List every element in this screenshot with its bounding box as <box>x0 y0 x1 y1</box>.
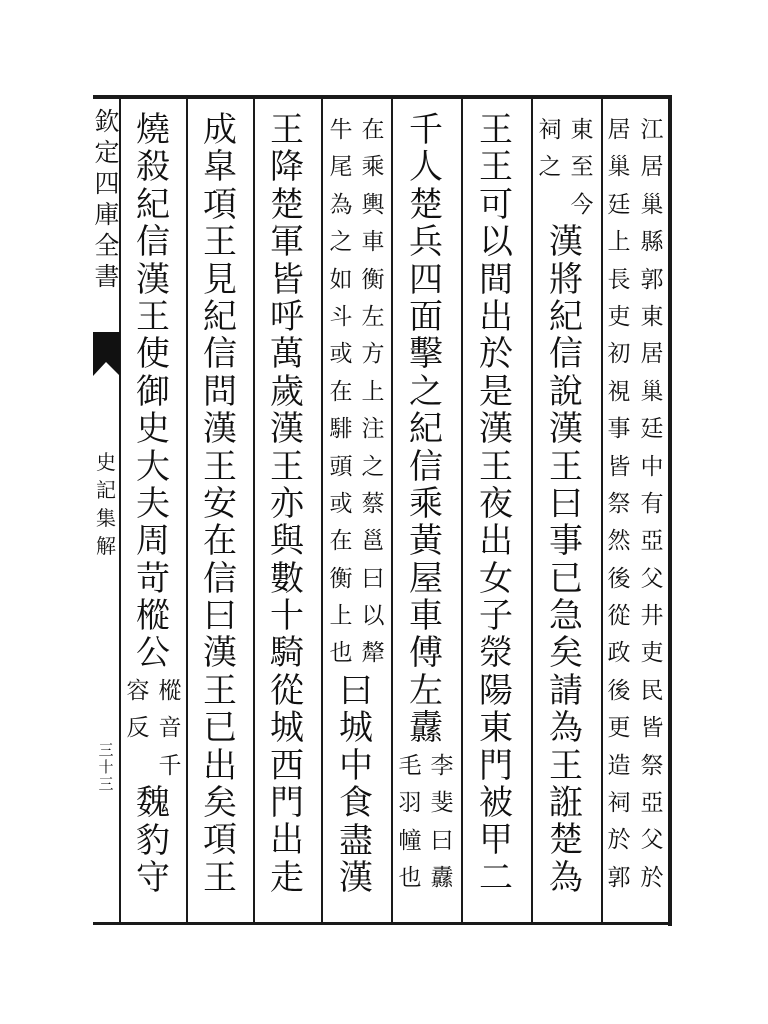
character: 請 <box>549 670 583 711</box>
character: 數 <box>270 558 304 599</box>
character: 王 <box>479 446 513 487</box>
character: 子 <box>479 596 513 637</box>
character: 纛 <box>430 864 454 891</box>
character: 盡 <box>339 820 373 861</box>
character: 視 <box>607 378 631 405</box>
character: 楚 <box>270 184 304 225</box>
character: 輿 <box>361 191 385 218</box>
main-text <box>543 224 589 897</box>
character: 事 <box>607 416 631 443</box>
character: 是 <box>479 371 513 412</box>
character: 王 <box>549 745 583 786</box>
character: 為 <box>549 857 583 898</box>
character: 亞 <box>640 790 664 817</box>
character: 滎 <box>479 633 513 674</box>
character: 縣 <box>640 229 664 256</box>
character: 面 <box>409 296 443 337</box>
character: 長 <box>607 266 631 293</box>
border-top <box>93 95 672 99</box>
character: 出 <box>270 820 304 861</box>
character: 紀 <box>409 409 443 450</box>
character: 王 <box>203 857 237 898</box>
character: 之 <box>409 371 443 412</box>
character: 廷 <box>607 191 631 218</box>
character: 左 <box>409 670 443 711</box>
character: 從 <box>270 670 304 711</box>
character: 後 <box>607 565 631 592</box>
character: 居 <box>640 341 664 368</box>
character: 在 <box>329 528 353 555</box>
character: 被 <box>479 783 513 824</box>
character: 邕 <box>361 528 385 555</box>
character: 從 <box>607 603 631 630</box>
column-rule <box>186 97 188 924</box>
character: 間 <box>479 259 513 300</box>
character: 之 <box>361 453 385 480</box>
character: 御 <box>136 371 170 412</box>
character: 在 <box>203 521 237 562</box>
character: 信 <box>409 446 443 487</box>
character: 斐 <box>430 790 454 817</box>
character: 門 <box>270 783 304 824</box>
character: 二 <box>479 857 513 898</box>
character: 李 <box>430 752 454 779</box>
character: 夜 <box>479 483 513 524</box>
character: 騑 <box>329 416 353 443</box>
character: 見 <box>203 259 237 300</box>
character: 吏 <box>607 303 631 330</box>
fish-tail-mark <box>93 332 120 376</box>
character: 或 <box>329 490 353 517</box>
character: 上 <box>329 603 353 630</box>
character: 漢 <box>479 409 513 450</box>
character: 安 <box>203 483 237 524</box>
column-rule <box>531 97 533 924</box>
character: 三 <box>98 741 114 759</box>
character: 史 <box>96 450 116 474</box>
character: 出 <box>203 745 237 786</box>
character: 萬 <box>270 334 304 375</box>
character: 祭 <box>640 752 664 779</box>
character: 政 <box>607 640 631 667</box>
character: 漢 <box>549 409 583 450</box>
character: 樅 <box>158 678 182 704</box>
character: 傅 <box>409 633 443 674</box>
character: 皆 <box>270 259 304 300</box>
character: 擊 <box>409 334 443 375</box>
character: 父 <box>640 827 664 854</box>
character: 守 <box>136 857 170 898</box>
character: 十 <box>270 596 304 637</box>
character: 千 <box>409 110 443 150</box>
character: 中 <box>640 453 664 480</box>
character: 屋 <box>409 558 443 599</box>
character: 兵 <box>409 222 443 263</box>
character: 衡 <box>361 266 385 293</box>
character: 苛 <box>136 558 170 599</box>
character: 王 <box>203 222 237 263</box>
character: 曰 <box>339 671 373 711</box>
main-text <box>130 112 176 673</box>
character: 王 <box>549 446 583 487</box>
character: 東 <box>570 117 594 143</box>
character: 信 <box>203 334 237 375</box>
character: 纛 <box>409 708 443 749</box>
character: 出 <box>479 521 513 562</box>
commentary-left <box>327 112 355 673</box>
character: 以 <box>361 603 385 630</box>
character: 信 <box>549 334 583 375</box>
character: 門 <box>479 745 513 786</box>
character: 王 <box>270 110 304 150</box>
column-rule <box>601 97 603 924</box>
main-text <box>130 785 176 897</box>
character: 郭 <box>607 864 631 891</box>
character: 車 <box>409 596 443 637</box>
character: 王 <box>270 446 304 487</box>
character: 楚 <box>409 184 443 225</box>
character: 食 <box>339 783 373 824</box>
character: 楚 <box>549 820 583 861</box>
character: 注 <box>361 416 385 443</box>
character: 十 <box>98 758 114 776</box>
character: 千 <box>158 752 182 779</box>
character: 左 <box>361 303 385 330</box>
character: 大 <box>136 446 170 487</box>
character: 漢 <box>136 259 170 300</box>
character: 城 <box>339 708 373 749</box>
character: 說 <box>549 371 583 412</box>
character: 公 <box>136 633 170 674</box>
character: 女 <box>479 558 513 599</box>
character: 亞 <box>640 528 664 555</box>
character: 曰 <box>549 483 583 524</box>
character: 也 <box>329 640 353 667</box>
character: 事 <box>549 521 583 562</box>
character: 出 <box>479 296 513 337</box>
character: 巢 <box>640 191 664 218</box>
character: 造 <box>607 752 631 779</box>
character: 城 <box>270 708 304 749</box>
commentary-right <box>156 673 184 785</box>
character: 呼 <box>270 296 304 337</box>
character: 漢 <box>339 857 373 898</box>
character: 衡 <box>329 565 353 592</box>
commentary-left <box>536 112 564 187</box>
character: 祭 <box>607 490 631 517</box>
commentary-right <box>359 112 387 673</box>
character: 以 <box>479 222 513 263</box>
character: 四 <box>94 169 120 198</box>
character: 民 <box>640 677 664 704</box>
character: 至 <box>570 154 594 181</box>
character: 今 <box>570 191 594 218</box>
character: 集 <box>96 506 116 530</box>
commentary-right <box>428 748 456 898</box>
character: 定 <box>94 138 120 167</box>
character: 反 <box>126 715 150 742</box>
character: 漢 <box>203 633 237 674</box>
character: 尾 <box>329 154 353 181</box>
character: 後 <box>607 677 631 704</box>
character: 漢 <box>270 409 304 450</box>
character: 陽 <box>479 670 513 711</box>
character: 王 <box>203 446 237 487</box>
character: 初 <box>607 341 631 368</box>
character: 車 <box>361 229 385 256</box>
character: 皆 <box>607 453 631 480</box>
character: 黃 <box>409 521 443 562</box>
character: 全 <box>94 231 120 260</box>
character: 紀 <box>136 184 170 225</box>
character: 毛 <box>398 752 422 779</box>
character: 祠 <box>538 117 562 143</box>
column-rule <box>461 97 463 924</box>
character: 也 <box>398 864 422 891</box>
character: 於 <box>479 334 513 375</box>
character: 矣 <box>549 633 583 674</box>
character: 吏 <box>640 640 664 667</box>
character: 東 <box>640 303 664 330</box>
character: 為 <box>549 708 583 749</box>
character: 四 <box>409 259 443 300</box>
character: 曰 <box>203 596 237 637</box>
character: 頭 <box>329 453 353 480</box>
character: 項 <box>203 184 237 225</box>
character: 祠 <box>607 790 631 817</box>
character: 或 <box>329 341 353 368</box>
character: 之 <box>329 229 353 256</box>
character: 騎 <box>270 633 304 674</box>
character: 巢 <box>607 154 631 181</box>
character: 皆 <box>640 715 664 742</box>
main-text <box>333 673 379 897</box>
book-title <box>93 448 119 560</box>
character: 使 <box>136 334 170 375</box>
character: 周 <box>136 521 170 562</box>
character: 記 <box>96 478 116 502</box>
character: 與 <box>270 521 304 562</box>
character: 豹 <box>136 820 170 861</box>
character: 如 <box>329 266 353 293</box>
character: 王 <box>479 110 513 150</box>
character: 急 <box>549 596 583 637</box>
character: 軍 <box>270 222 304 263</box>
character: 之 <box>538 154 562 181</box>
character: 已 <box>203 708 237 749</box>
character: 更 <box>607 715 631 742</box>
border-right <box>668 95 672 926</box>
commentary-left <box>605 112 633 897</box>
character: 將 <box>549 259 583 300</box>
character: 在 <box>329 378 353 405</box>
character: 在 <box>361 117 385 143</box>
character: 燒 <box>136 110 170 150</box>
character: 欽 <box>94 107 120 136</box>
character: 魏 <box>136 783 170 824</box>
character: 已 <box>549 558 583 599</box>
character: 牛 <box>329 117 353 143</box>
character: 夫 <box>136 483 170 524</box>
character: 紀 <box>549 296 583 337</box>
character: 書 <box>94 262 120 291</box>
character: 有 <box>640 490 664 517</box>
character: 殺 <box>136 147 170 188</box>
column-rule <box>321 97 323 924</box>
character: 曰 <box>361 565 385 592</box>
character: 然 <box>607 528 631 555</box>
character: 漢 <box>549 222 583 263</box>
commentary-left <box>396 748 424 898</box>
column-rule <box>391 97 393 924</box>
character: 廷 <box>640 416 664 443</box>
character: 王 <box>479 147 513 188</box>
character: 幢 <box>398 827 422 854</box>
character: 庫 <box>94 200 120 229</box>
character: 羽 <box>398 790 422 817</box>
character: 誑 <box>549 783 583 824</box>
character: 中 <box>339 745 373 786</box>
character: 成 <box>203 110 237 150</box>
character: 乘 <box>361 154 385 181</box>
character: 三 <box>98 775 114 793</box>
border-bottom <box>93 922 672 925</box>
character: 漢 <box>203 409 237 450</box>
character: 樅 <box>136 596 170 637</box>
character: 居 <box>607 117 631 143</box>
character: 於 <box>640 864 664 891</box>
character: 上 <box>607 229 631 256</box>
character: 父 <box>640 565 664 592</box>
commentary-right <box>638 112 666 897</box>
main-text <box>197 112 243 897</box>
main-text <box>403 112 449 748</box>
character: 矣 <box>203 783 237 824</box>
series-title <box>92 106 122 292</box>
character: 方 <box>361 341 385 368</box>
character: 歲 <box>270 371 304 412</box>
character: 王 <box>203 670 237 711</box>
character: 犛 <box>361 640 385 667</box>
main-text <box>264 112 310 897</box>
character: 郭 <box>640 266 664 293</box>
character: 乘 <box>409 483 443 524</box>
character: 曰 <box>430 827 454 854</box>
commentary-left <box>124 673 152 748</box>
character: 亦 <box>270 483 304 524</box>
character: 信 <box>203 558 237 599</box>
character: 紀 <box>203 296 237 337</box>
character: 西 <box>270 745 304 786</box>
character: 甲 <box>479 820 513 861</box>
character: 解 <box>96 534 116 558</box>
character: 巢 <box>640 378 664 405</box>
character: 走 <box>270 857 304 898</box>
commentary-right <box>568 112 596 224</box>
character: 江 <box>640 117 664 143</box>
character: 於 <box>607 827 631 854</box>
character: 容 <box>126 678 150 704</box>
character: 史 <box>136 409 170 450</box>
character: 王 <box>136 296 170 337</box>
character: 東 <box>479 708 513 749</box>
column-rule <box>253 97 255 924</box>
main-text <box>473 112 519 897</box>
character: 可 <box>479 184 513 225</box>
character: 人 <box>409 147 443 188</box>
character: 斗 <box>329 303 353 330</box>
character: 降 <box>270 147 304 188</box>
character: 為 <box>329 191 353 218</box>
character: 問 <box>203 371 237 412</box>
character: 皐 <box>203 147 237 188</box>
character: 項 <box>203 820 237 861</box>
character: 井 <box>640 603 664 630</box>
character: 居 <box>640 154 664 181</box>
character: 上 <box>361 378 385 405</box>
page-number <box>95 742 117 793</box>
character: 音 <box>158 715 182 742</box>
character: 信 <box>136 222 170 263</box>
character: 蔡 <box>361 490 385 517</box>
